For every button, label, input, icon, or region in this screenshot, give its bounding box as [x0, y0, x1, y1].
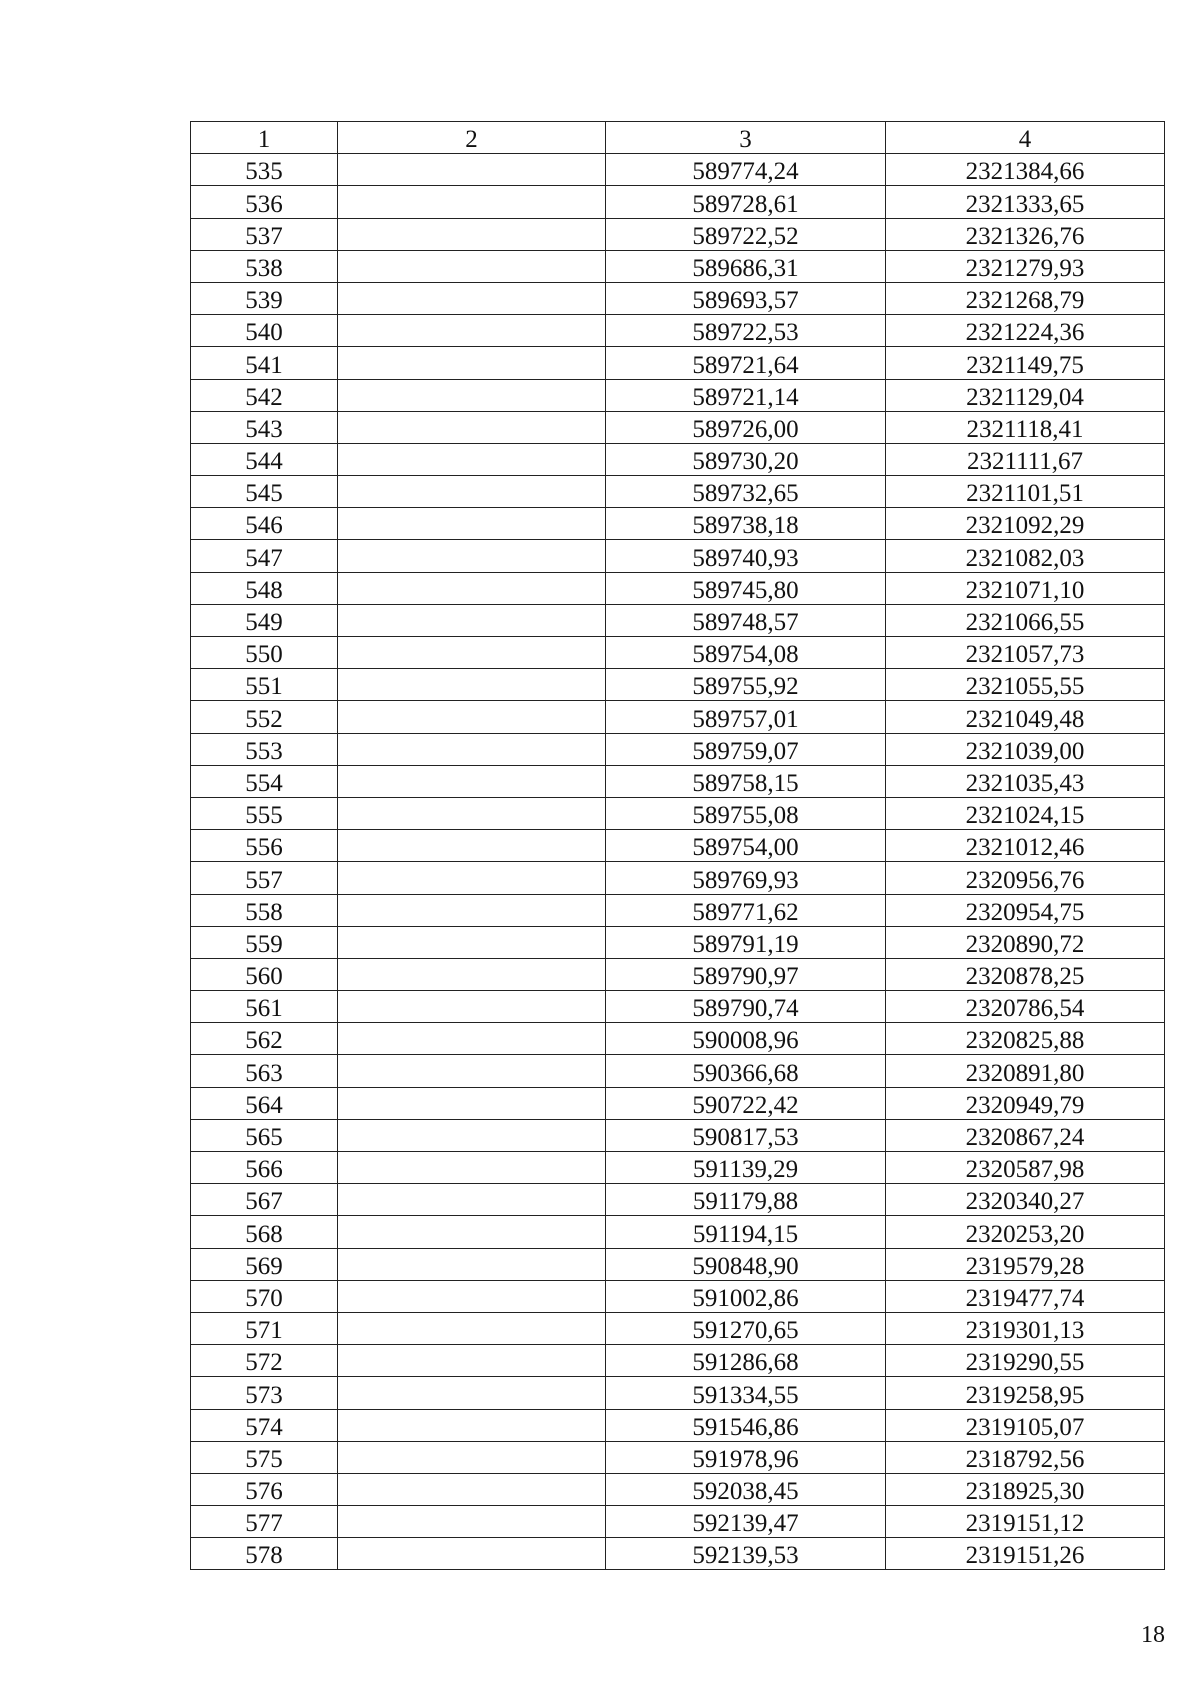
point-number-cell: 553: [191, 733, 338, 765]
y-coordinate-cell: 2321326,76: [886, 218, 1165, 250]
table-row: [191, 926, 1165, 958]
x-coordinate-cell: 589686,31: [606, 250, 886, 282]
x-coordinate-cell: 589732,65: [606, 476, 886, 508]
x-coordinate-cell: 591286,68: [606, 1345, 886, 1377]
y-coordinate-cell: 2321071,10: [886, 572, 1165, 604]
description-cell: [338, 1055, 606, 1087]
y-coordinate-cell: 2320878,25: [886, 958, 1165, 990]
x-coordinate-cell: 589790,97: [606, 958, 886, 990]
table-row: [191, 669, 1165, 701]
y-coordinate-cell: 2319151,26: [886, 1538, 1165, 1570]
point-number-cell: 564: [191, 1087, 338, 1119]
description-cell: [338, 282, 606, 314]
description-cell: [338, 250, 606, 282]
table-row: [191, 991, 1165, 1023]
table-row: [191, 1506, 1165, 1538]
x-coordinate-cell: 589790,74: [606, 991, 886, 1023]
y-coordinate-cell: 2320253,20: [886, 1216, 1165, 1248]
point-number-cell: 560: [191, 958, 338, 990]
description-cell: [338, 1087, 606, 1119]
y-coordinate-cell: 2320891,80: [886, 1055, 1165, 1087]
y-coordinate-cell: 2320825,88: [886, 1023, 1165, 1055]
table-row: [191, 1087, 1165, 1119]
x-coordinate-cell: 589722,53: [606, 315, 886, 347]
description-cell: [338, 797, 606, 829]
y-coordinate-cell: 2319477,74: [886, 1280, 1165, 1312]
description-cell: [338, 379, 606, 411]
point-number-cell: 541: [191, 347, 338, 379]
point-number-cell: 550: [191, 637, 338, 669]
description-cell: [338, 1312, 606, 1344]
x-coordinate-cell: 589693,57: [606, 282, 886, 314]
table-row: [191, 154, 1165, 186]
description-cell: [338, 604, 606, 636]
table-row: [191, 1055, 1165, 1087]
y-coordinate-cell: 2321268,79: [886, 282, 1165, 314]
description-cell: [338, 1409, 606, 1441]
description-cell: [338, 1441, 606, 1473]
description-cell: [338, 411, 606, 443]
table-row: [191, 830, 1165, 862]
y-coordinate-cell: 2321111,67: [886, 443, 1165, 475]
table-row: [191, 701, 1165, 733]
table-row: [191, 1023, 1165, 1055]
point-number-cell: 538: [191, 250, 338, 282]
table-row: [191, 862, 1165, 894]
point-number-cell: 555: [191, 797, 338, 829]
point-number-cell: 536: [191, 186, 338, 218]
point-number-cell: 569: [191, 1248, 338, 1280]
x-coordinate-cell: 590817,53: [606, 1119, 886, 1151]
x-coordinate-cell: 592139,53: [606, 1538, 886, 1570]
point-number-cell: 568: [191, 1216, 338, 1248]
description-cell: [338, 476, 606, 508]
y-coordinate-cell: 2319579,28: [886, 1248, 1165, 1280]
table-row: [191, 733, 1165, 765]
point-number-cell: 578: [191, 1538, 338, 1570]
y-coordinate-cell: 2320340,27: [886, 1184, 1165, 1216]
y-coordinate-cell: 2321039,00: [886, 733, 1165, 765]
point-number-cell: 540: [191, 315, 338, 347]
y-coordinate-cell: 2321279,93: [886, 250, 1165, 282]
header-cell-1: 1: [191, 122, 338, 154]
point-number-cell: 539: [191, 282, 338, 314]
y-coordinate-cell: 2321012,46: [886, 830, 1165, 862]
x-coordinate-cell: 591139,29: [606, 1152, 886, 1184]
x-coordinate-cell: 589759,07: [606, 733, 886, 765]
description-cell: [338, 572, 606, 604]
y-coordinate-cell: 2320867,24: [886, 1119, 1165, 1151]
x-coordinate-cell: 591978,96: [606, 1441, 886, 1473]
x-coordinate-cell: 589740,93: [606, 540, 886, 572]
description-cell: [338, 1184, 606, 1216]
description-cell: [338, 991, 606, 1023]
description-cell: [338, 669, 606, 701]
table-row: [191, 1409, 1165, 1441]
x-coordinate-cell: 592038,45: [606, 1473, 886, 1505]
point-number-cell: 551: [191, 669, 338, 701]
y-coordinate-cell: 2320954,75: [886, 894, 1165, 926]
description-cell: [338, 1248, 606, 1280]
x-coordinate-cell: 589769,93: [606, 862, 886, 894]
y-coordinate-cell: 2321118,41: [886, 411, 1165, 443]
y-coordinate-cell: 2321101,51: [886, 476, 1165, 508]
y-coordinate-cell: 2319105,07: [886, 1409, 1165, 1441]
x-coordinate-cell: 589748,57: [606, 604, 886, 636]
point-number-cell: 542: [191, 379, 338, 411]
description-cell: [338, 315, 606, 347]
x-coordinate-cell: 589771,62: [606, 894, 886, 926]
page-number: 18: [1141, 1622, 1165, 1648]
point-number-cell: 535: [191, 154, 338, 186]
table-row: [191, 1280, 1165, 1312]
header-cell-2: 2: [338, 122, 606, 154]
y-coordinate-cell: 2320890,72: [886, 926, 1165, 958]
point-number-cell: 548: [191, 572, 338, 604]
point-number-cell: 558: [191, 894, 338, 926]
point-number-cell: 565: [191, 1119, 338, 1151]
point-number-cell: 544: [191, 443, 338, 475]
y-coordinate-cell: 2321224,36: [886, 315, 1165, 347]
table-row: [191, 637, 1165, 669]
point-number-cell: 552: [191, 701, 338, 733]
point-number-cell: 576: [191, 1473, 338, 1505]
description-cell: [338, 1023, 606, 1055]
y-coordinate-cell: 2318792,56: [886, 1441, 1165, 1473]
x-coordinate-cell: 591546,86: [606, 1409, 886, 1441]
table-row: [191, 282, 1165, 314]
coordinates-table: [190, 121, 1165, 1570]
table-row: [191, 1119, 1165, 1151]
description-cell: [338, 701, 606, 733]
x-coordinate-cell: 589721,14: [606, 379, 886, 411]
point-number-cell: 566: [191, 1152, 338, 1184]
table-row: [191, 1345, 1165, 1377]
y-coordinate-cell: 2321035,43: [886, 765, 1165, 797]
table-row: [191, 443, 1165, 475]
y-coordinate-cell: 2321333,65: [886, 186, 1165, 218]
x-coordinate-cell: 589758,15: [606, 765, 886, 797]
y-coordinate-cell: 2321066,55: [886, 604, 1165, 636]
x-coordinate-cell: 589721,64: [606, 347, 886, 379]
x-coordinate-cell: 591270,65: [606, 1312, 886, 1344]
description-cell: [338, 508, 606, 540]
table-row: [191, 1248, 1165, 1280]
point-number-cell: 543: [191, 411, 338, 443]
x-coordinate-cell: 591179,88: [606, 1184, 886, 1216]
point-number-cell: 563: [191, 1055, 338, 1087]
description-cell: [338, 1119, 606, 1151]
y-coordinate-cell: 2319151,12: [886, 1506, 1165, 1538]
table-row: [191, 958, 1165, 990]
y-coordinate-cell: 2321049,48: [886, 701, 1165, 733]
y-coordinate-cell: 2319301,13: [886, 1312, 1165, 1344]
x-coordinate-cell: 589757,01: [606, 701, 886, 733]
point-number-cell: 559: [191, 926, 338, 958]
x-coordinate-cell: 590848,90: [606, 1248, 886, 1280]
description-cell: [338, 765, 606, 797]
description-cell: [338, 154, 606, 186]
y-coordinate-cell: 2320956,76: [886, 862, 1165, 894]
x-coordinate-cell: 589730,20: [606, 443, 886, 475]
y-coordinate-cell: 2321384,66: [886, 154, 1165, 186]
description-cell: [338, 1538, 606, 1570]
y-coordinate-cell: 2321092,29: [886, 508, 1165, 540]
description-cell: [338, 1216, 606, 1248]
point-number-cell: 547: [191, 540, 338, 572]
x-coordinate-cell: 589738,18: [606, 508, 886, 540]
table-header-row: [191, 122, 1165, 154]
description-cell: [338, 637, 606, 669]
x-coordinate-cell: 591002,86: [606, 1280, 886, 1312]
table-row: [191, 894, 1165, 926]
y-coordinate-cell: 2321024,15: [886, 797, 1165, 829]
x-coordinate-cell: 589791,19: [606, 926, 886, 958]
header-cell-3: 3: [606, 122, 886, 154]
y-coordinate-cell: 2319290,55: [886, 1345, 1165, 1377]
y-coordinate-cell: 2319258,95: [886, 1377, 1165, 1409]
table-row: [191, 540, 1165, 572]
y-coordinate-cell: 2321057,73: [886, 637, 1165, 669]
table-row: [191, 347, 1165, 379]
description-cell: [338, 1377, 606, 1409]
y-coordinate-cell: 2320587,98: [886, 1152, 1165, 1184]
y-coordinate-cell: 2321129,04: [886, 379, 1165, 411]
point-number-cell: 567: [191, 1184, 338, 1216]
x-coordinate-cell: 589755,08: [606, 797, 886, 829]
point-number-cell: 537: [191, 218, 338, 250]
x-coordinate-cell: 589774,24: [606, 154, 886, 186]
x-coordinate-cell: 591334,55: [606, 1377, 886, 1409]
table-row: [191, 1152, 1165, 1184]
description-cell: [338, 1506, 606, 1538]
point-number-cell: 572: [191, 1345, 338, 1377]
point-number-cell: 574: [191, 1409, 338, 1441]
point-number-cell: 545: [191, 476, 338, 508]
x-coordinate-cell: 589754,00: [606, 830, 886, 862]
y-coordinate-cell: 2321149,75: [886, 347, 1165, 379]
x-coordinate-cell: 589728,61: [606, 186, 886, 218]
point-number-cell: 561: [191, 991, 338, 1023]
table-row: [191, 250, 1165, 282]
table-row: [191, 1441, 1165, 1473]
point-number-cell: 554: [191, 765, 338, 797]
table-row: [191, 604, 1165, 636]
table-row: [191, 572, 1165, 604]
description-cell: [338, 218, 606, 250]
description-cell: [338, 862, 606, 894]
table-row: [191, 765, 1165, 797]
description-cell: [338, 1280, 606, 1312]
description-cell: [338, 894, 606, 926]
table-row: [191, 1538, 1165, 1570]
description-cell: [338, 830, 606, 862]
y-coordinate-cell: 2318925,30: [886, 1473, 1165, 1505]
point-number-cell: 570: [191, 1280, 338, 1312]
table-body: [191, 154, 1165, 1570]
table-row: [191, 1377, 1165, 1409]
x-coordinate-cell: 591194,15: [606, 1216, 886, 1248]
description-cell: [338, 733, 606, 765]
table-row: [191, 476, 1165, 508]
point-number-cell: 549: [191, 604, 338, 636]
x-coordinate-cell: 589745,80: [606, 572, 886, 604]
table-row: [191, 1312, 1165, 1344]
x-coordinate-cell: 589722,52: [606, 218, 886, 250]
x-coordinate-cell: 592139,47: [606, 1506, 886, 1538]
point-number-cell: 546: [191, 508, 338, 540]
y-coordinate-cell: 2320786,54: [886, 991, 1165, 1023]
x-coordinate-cell: 590008,96: [606, 1023, 886, 1055]
table-row: [191, 508, 1165, 540]
point-number-cell: 577: [191, 1506, 338, 1538]
description-cell: [338, 443, 606, 475]
point-number-cell: 562: [191, 1023, 338, 1055]
x-coordinate-cell: 589755,92: [606, 669, 886, 701]
table-row: [191, 218, 1165, 250]
description-cell: [338, 540, 606, 572]
table-row: [191, 1473, 1165, 1505]
table-row: [191, 411, 1165, 443]
table-row: [191, 315, 1165, 347]
point-number-cell: 557: [191, 862, 338, 894]
header-cell-4: 4: [886, 122, 1165, 154]
description-cell: [338, 1152, 606, 1184]
x-coordinate-cell: 589754,08: [606, 637, 886, 669]
table-row: [191, 1216, 1165, 1248]
description-cell: [338, 186, 606, 218]
table-row: [191, 379, 1165, 411]
x-coordinate-cell: 590366,68: [606, 1055, 886, 1087]
point-number-cell: 575: [191, 1441, 338, 1473]
y-coordinate-cell: 2321055,55: [886, 669, 1165, 701]
x-coordinate-cell: 589726,00: [606, 411, 886, 443]
description-cell: [338, 347, 606, 379]
description-cell: [338, 1345, 606, 1377]
table-row: [191, 186, 1165, 218]
y-coordinate-cell: 2320949,79: [886, 1087, 1165, 1119]
y-coordinate-cell: 2321082,03: [886, 540, 1165, 572]
description-cell: [338, 1473, 606, 1505]
point-number-cell: 573: [191, 1377, 338, 1409]
description-cell: [338, 958, 606, 990]
table-row: [191, 1184, 1165, 1216]
point-number-cell: 571: [191, 1312, 338, 1344]
table-row: [191, 797, 1165, 829]
description-cell: [338, 926, 606, 958]
x-coordinate-cell: 590722,42: [606, 1087, 886, 1119]
point-number-cell: 556: [191, 830, 338, 862]
